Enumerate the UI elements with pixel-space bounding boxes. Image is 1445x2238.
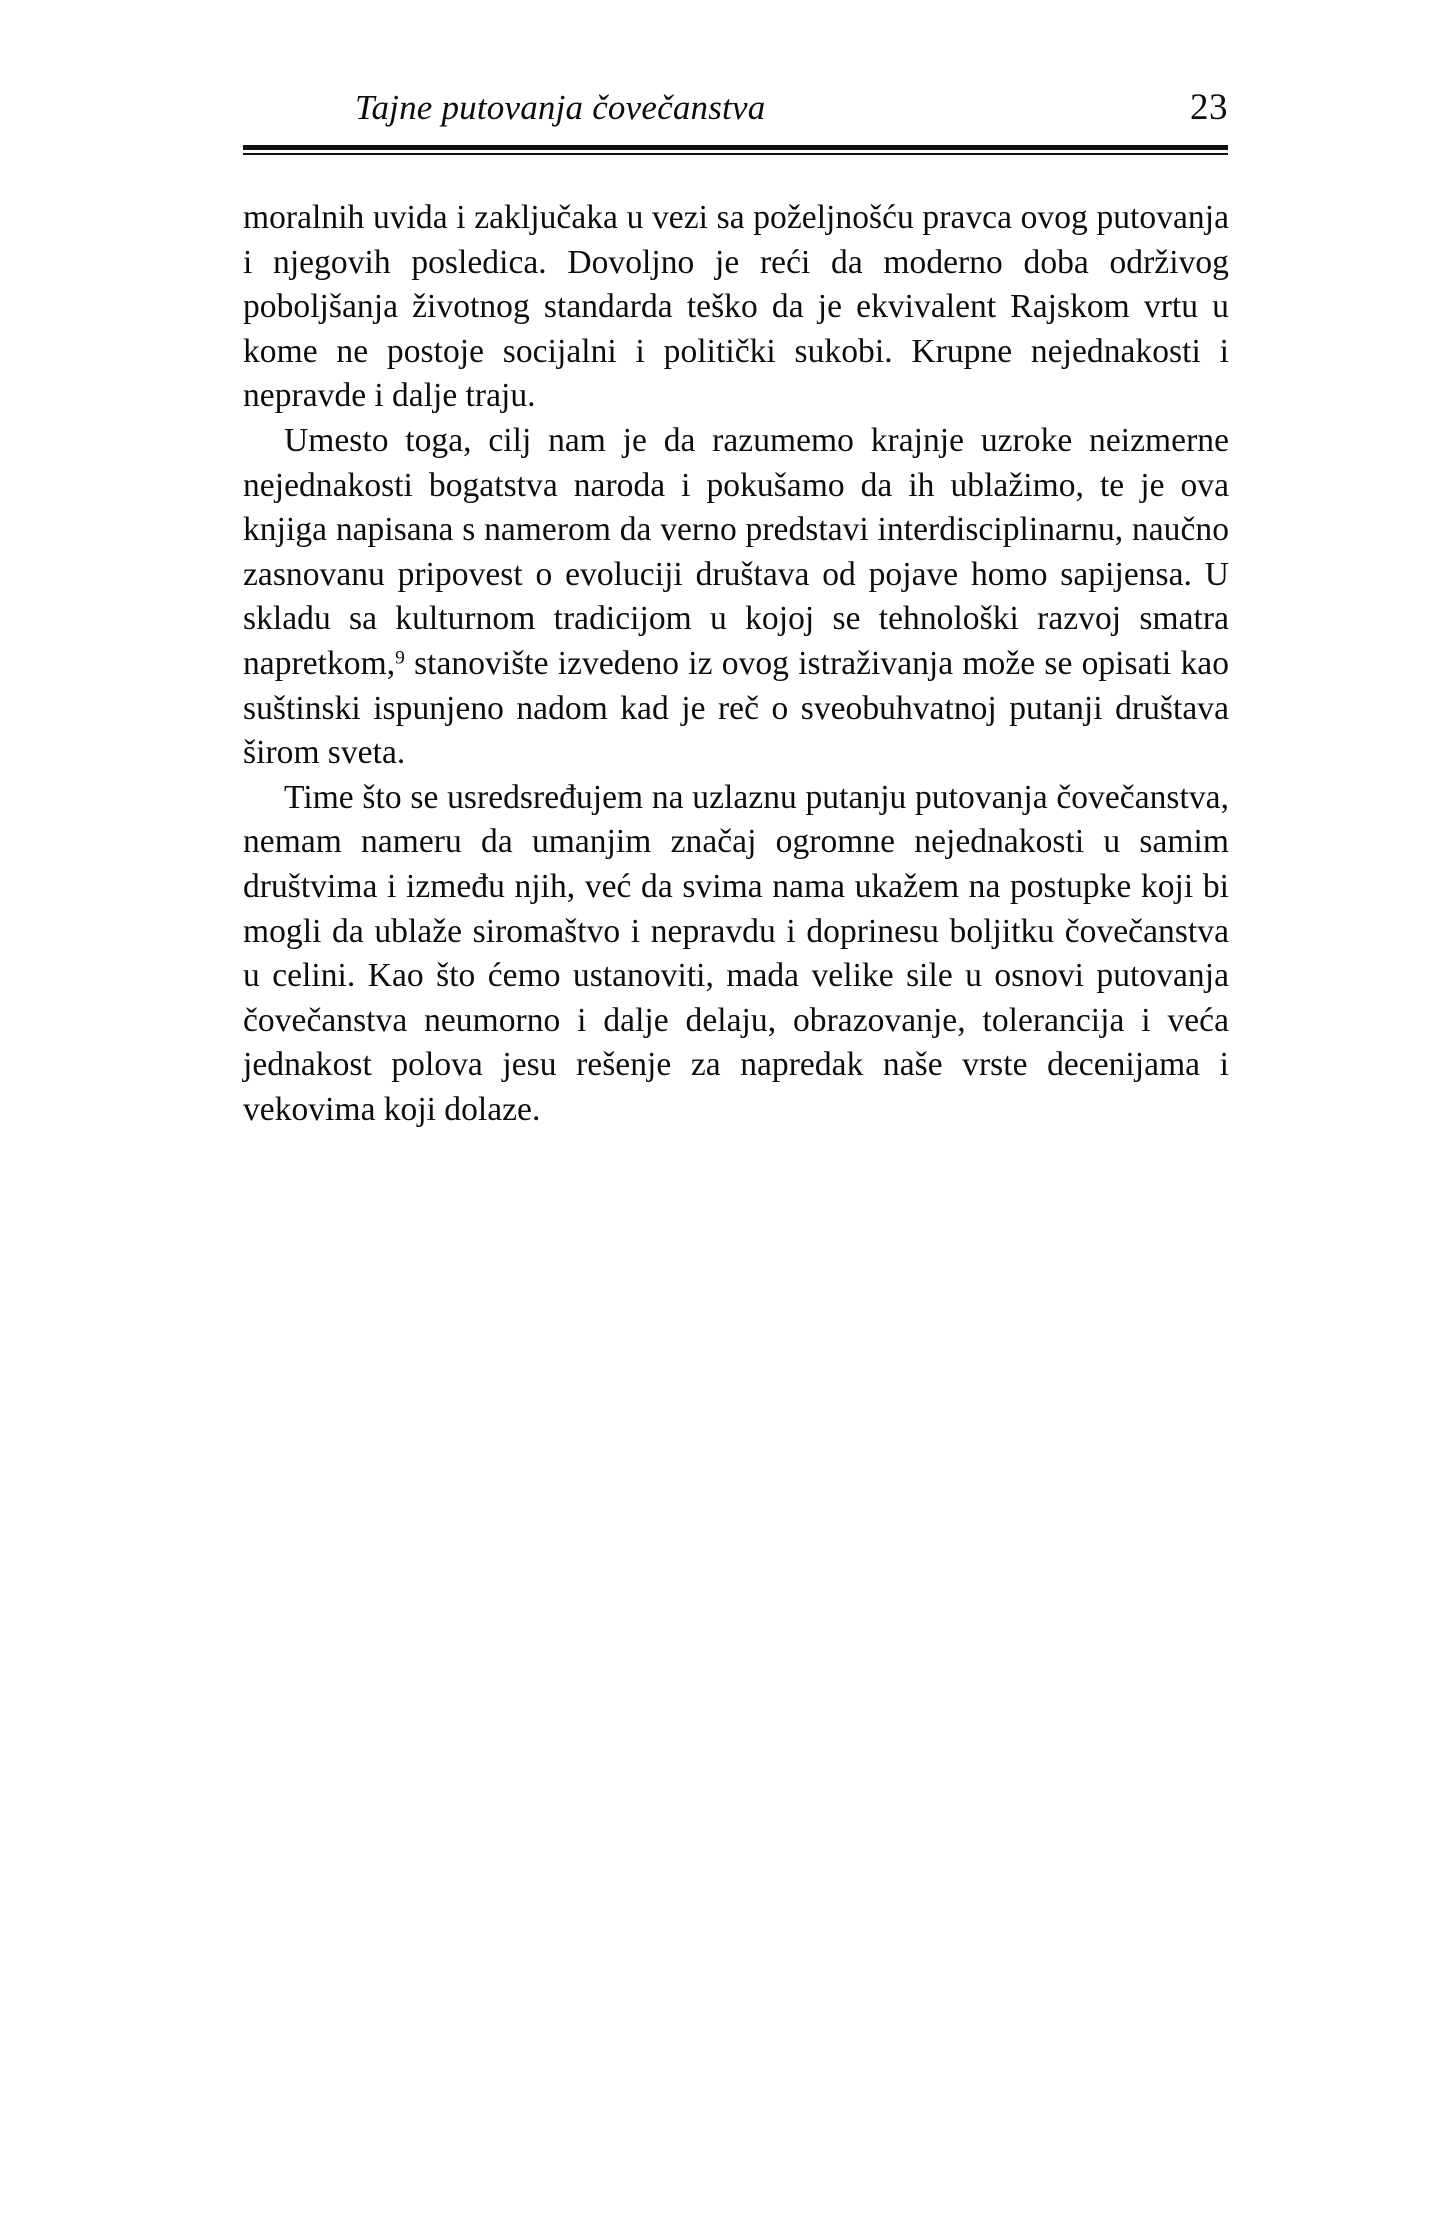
page-number: 23 (1190, 87, 1228, 128)
body-paragraph: Time što se usredsređujem na uzlaznu putanju putovanja čovečanstva, nemam nameru da umanjim značaj ogromne nejednakosti u samim društvima i između njih, već da svima nama ukažem na postupke koji bi mogli da ublaže siromaštvo i nepravdu i doprinesu boljitku čovečanstva u celini. Kao što ćemo ustanoviti, mada velike sile u osnovi putovanja čovečanstva neumorno i dalje delaju, obrazovanje, tolerancija i veća jednakost polova jesu rešenje za napredak naše vrste decenijama i vekovima koji dolaze. (243, 778, 1229, 1128)
paragraph-text-after-footnote: stanovište izvedeno iz ovog istraživanja može se opisati kao suštinski ispunjeno nadom kad je reč o sveobuhvatnoj putanji društava širom sveta. (243, 644, 1229, 772)
header-divider-rule (243, 145, 1228, 155)
divider-rule-thick (243, 145, 1228, 150)
footnote-reference-marker[interactable]: 9 (395, 647, 405, 669)
body-text-block (243, 196, 1229, 1132)
body-paragraph: moralnih uvida i zaključaka u vezi sa poželjnošću pravca ovog putovanja i njegovih posledica. Dovoljno je reći da moderno doba održivog poboljšanja životnog standarda teško da je ekvivalent Rajskom vrtu u kome ne postoje socijalni i politički sukobi. Krupne nejednakosti i nepravde i dalje traju. (243, 199, 1229, 415)
running-head (243, 86, 1228, 130)
divider-rule-thin (243, 153, 1228, 155)
running-head-title: Tajne putovanja čovečanstva (355, 88, 766, 127)
body-paragraph (243, 419, 1229, 776)
paragraph-text-before-footnote: Umesto toga, cilj nam je da razumemo krajnje uzroke neizmerne nejednakosti bogatstva naroda i pokušamo da ih ublažimo, te je ova knjiga napisana s namerom da verno predstavi interdisciplinarnu, naučno zasnovanu pripovest o evoluciji društava od pojave homo sapijensa. U skladu sa kulturnom tradicijom u kojoj se tehnološki razvoj smatra napretkom, (243, 421, 1229, 682)
